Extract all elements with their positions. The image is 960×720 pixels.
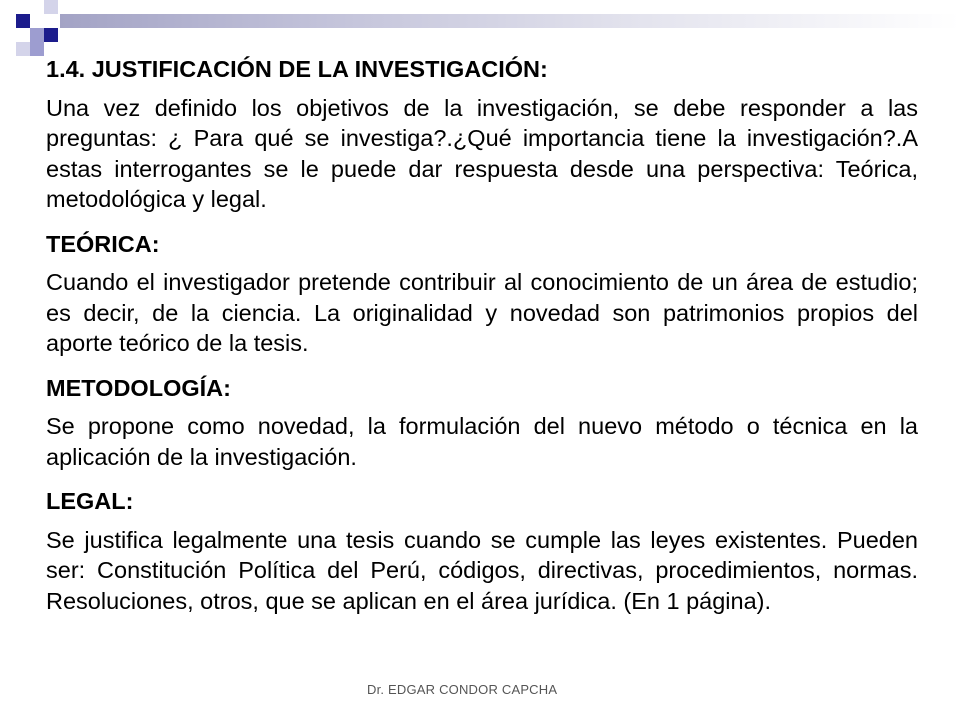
slide-content xyxy=(46,54,918,630)
slide-title: 1.4. JUSTIFICACIÓN DE LA INVESTIGACIÓN: xyxy=(46,56,548,82)
section-body-metodologia: Se propone como novedad, la formulación del nuevo método o técnica en la aplicación de la investigación. xyxy=(46,413,918,470)
deco-square-navy-top xyxy=(16,14,30,28)
deco-square-pale-low xyxy=(16,42,30,56)
section-heading-metodologia: METODOLOGÍA: xyxy=(46,374,231,401)
deco-square-navy-mid xyxy=(44,28,58,42)
section-heading-legal: LEGAL: xyxy=(46,488,134,514)
deco-square-lavender-mid xyxy=(30,28,44,42)
intro-paragraph: Una vez definido los objetivos de la investigación, se debe responder a las preguntas: ¿ Para qué se investiga?.¿Qué importancia tiene la investigación?.A estas interrogantes se le puede dar respuesta desde una perspectiva: Teórica, metodológica y legal. xyxy=(46,94,918,212)
header-gradient-bar xyxy=(60,14,960,28)
deco-square-pale-top xyxy=(44,0,58,14)
footer-author: Dr. EDGAR CONDOR CAPCHA xyxy=(367,682,558,697)
section-body-legal: Se justifica legalmente una tesis cuando se cumple las leyes existentes. Pueden ser: Constitución Política del Perú, códigos, directivas, procedimientos, normas. Resoluciones, otros, que se aplican en el área jurídica. (En 1 página). xyxy=(46,526,918,614)
deco-square-lavender-low xyxy=(30,42,44,56)
section-heading-teorica: TEÓRICA: xyxy=(46,230,160,257)
section-body-teorica: Cuando el investigador pretende contribuir al conocimiento de un área de estudio; es decir, de la ciencia. La originalidad y novedad son patrimonios propios del aporte teórico de la tesis. xyxy=(46,269,918,356)
